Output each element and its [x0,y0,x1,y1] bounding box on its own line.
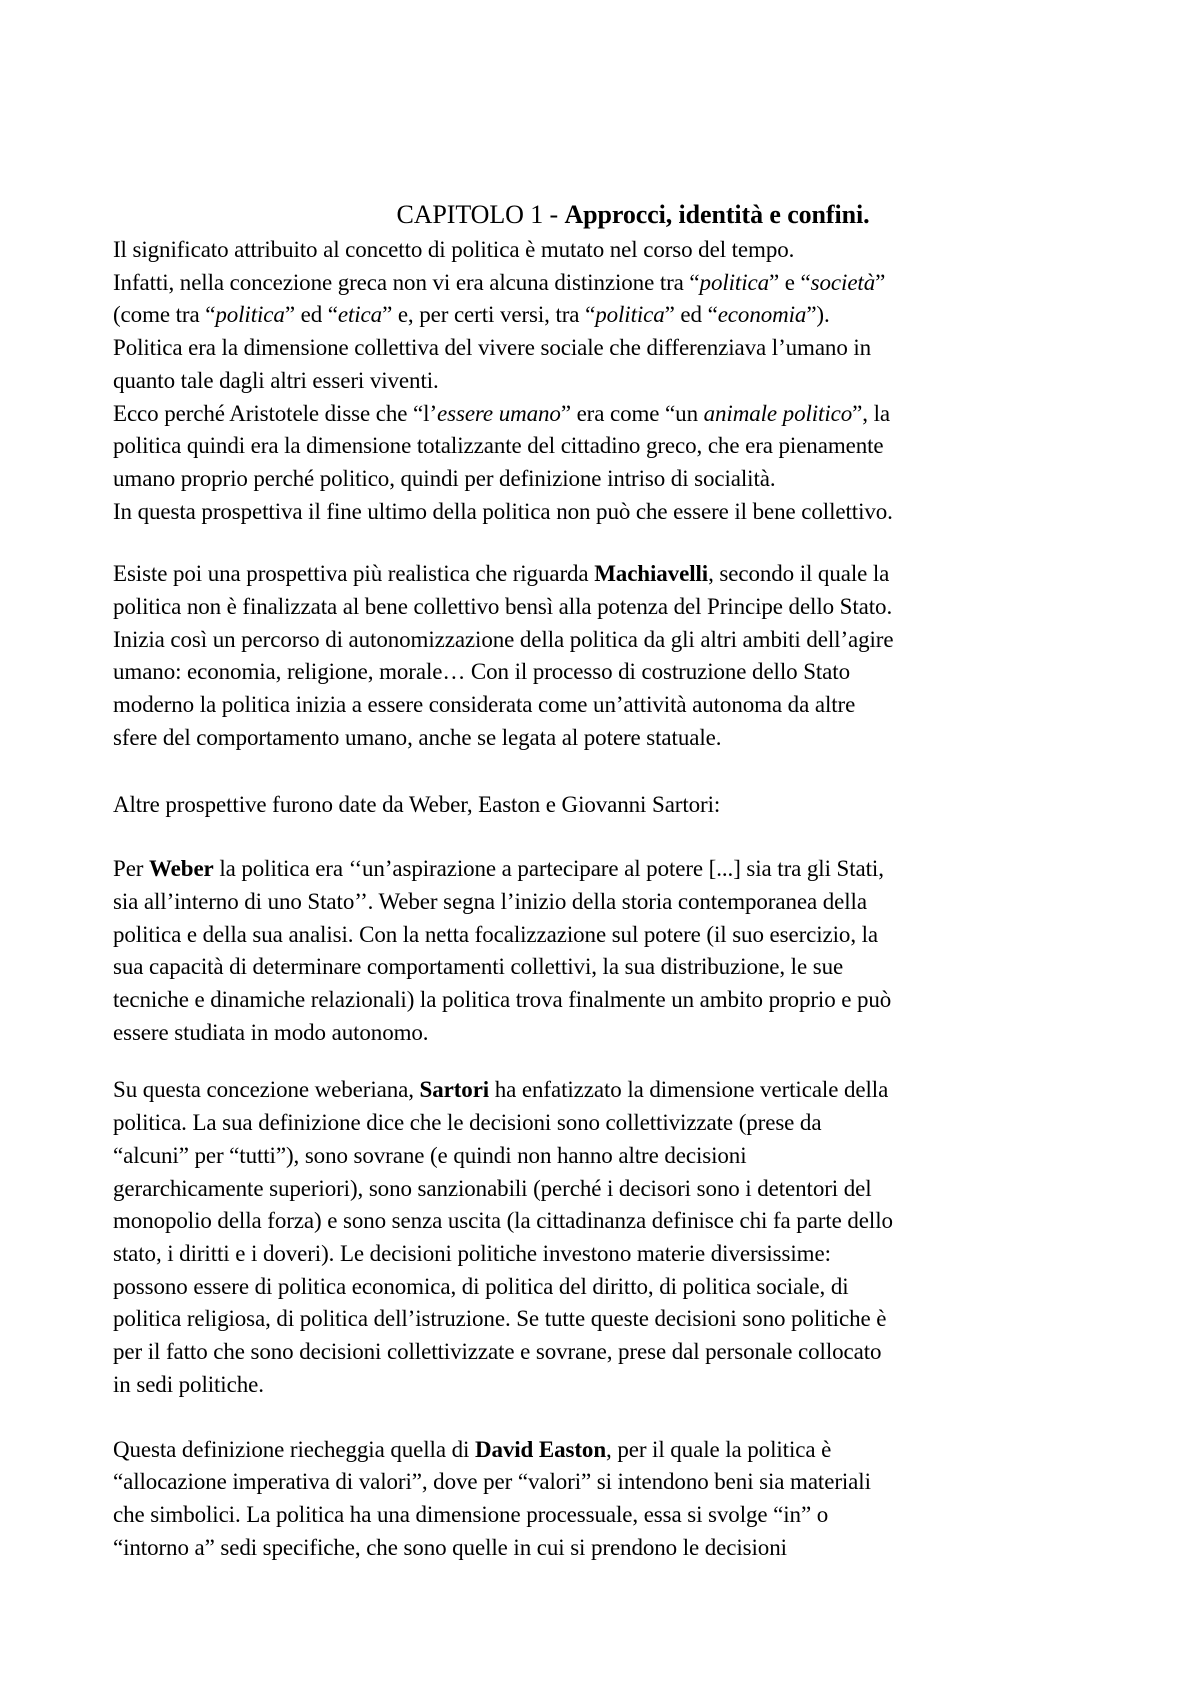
text-run: ” [875,269,886,295]
document-body [113,198,1113,1564]
paragraph-other-perspectives [113,789,1113,822]
text-line [113,398,1113,431]
text-line: che simbolici. La politica ha una dimensione processuale, essa si svolge “in” o [113,1501,829,1527]
text-line: moderno la politica inizia a essere considerata come un’attività autonoma da altre [113,692,856,718]
text-run: Ecco perché Aristotele disse che “l’ [113,400,438,426]
paragraph-spacer [113,755,1113,789]
text-run: Esiste poi una prospettiva più realistica che riguarda [113,561,595,587]
text-run: (come tra “ [113,302,216,328]
text-line [113,299,1113,332]
paragraph-machiavelli [113,558,1113,754]
chapter-title-prefix: CAPITOLO 1 - [396,200,565,229]
italic-term: animale politico [703,400,853,426]
text-run: ” ed “ [284,302,338,328]
text-run: Per [113,856,150,882]
text-run: ” ed “ [664,302,718,328]
text-run: , per il quale la politica è [606,1436,832,1462]
bold-name: Sartori [419,1077,490,1103]
chapter-title [113,198,1113,232]
text-line [113,558,1113,591]
text-line: gerarchicamente superiori), sono sanzionabili (perché i decisori sono i detentori del [113,1175,872,1201]
text-run: Questa definizione riecheggia quella di [113,1436,475,1462]
bold-name: Machiavelli [594,561,709,587]
text-line: tecniche e dinamiche relazionali) la politica trova finalmente un ambito proprio e può [113,987,892,1013]
paragraph-spacer [113,1402,1113,1434]
paragraph-spacer [113,821,1113,853]
text-run: Su questa concezione weberiana, [113,1077,420,1103]
text-line: “intorno a” sedi specifiche, che sono quelle in cui si prendono le decisioni [113,1534,787,1560]
italic-term: etica [337,302,383,328]
text-line: possono essere di politica economica, di politica del diritto, di politica sociale, di [113,1273,849,1299]
text-run: ha enfatizzato la dimensione verticale della [489,1077,889,1103]
text-line [113,267,1113,300]
text-line [113,853,1113,886]
text-run: ”). [806,302,830,328]
text-line: Politica era la dimensione collettiva del vivere sociale che differenziava l’umano in [113,335,872,361]
text-line: quanto tale dagli altri esseri viventi. [113,367,439,393]
text-line: “allocazione imperativa di valori”, dove per “valori” si intendono beni sia materiali [113,1469,871,1495]
text-line [113,1434,1113,1467]
paragraph-spacer [113,1049,1113,1074]
text-run: Infatti, nella concezione greca non vi era alcuna distinzione tra “ [113,269,700,295]
text-run: ” era come “un [560,400,704,426]
italic-term: politica [699,269,770,295]
text-line: monopolio della forza) e sono senza uscita (la cittadinanza definisce chi fa parte dello [113,1208,893,1234]
text-run: ”, la [852,400,890,426]
text-line: politica e della sua analisi. Con la netta focalizzazione sul potere (il suo esercizio, la [113,921,879,947]
text-line: umano proprio perché politico, quindi per definizione intriso di socialità. [113,465,776,491]
italic-term: politica [215,302,285,328]
text-line: essere studiata in modo autonomo. [113,1019,429,1045]
paragraph-easton [113,1434,1113,1565]
italic-term: società [810,269,876,295]
text-line: umano: economia, religione, morale… Con il processo di costruzione dello Stato [113,659,850,685]
text-line [113,1074,1113,1107]
chapter-title-bold: Approcci, identità e confini. [564,200,870,229]
text-line: stato, i diritti e i doveri). Le decisioni politiche investono materie diversissime: [113,1240,831,1266]
italic-term: economia [717,302,807,328]
paragraph-greek-conception [113,234,1113,528]
text-line: politica. La sua definizione dice che le decisioni sono collettivizzate (prese da [113,1110,822,1136]
text-line: Il significato attribuito al concetto di politica è mutato nel corso del tempo. [113,237,795,262]
text-line: per il fatto che sono decisioni collettivizzate e sovrane, prese dal personale collocato [113,1339,882,1365]
paragraph-weber [113,853,1113,1049]
bold-name: Weber [149,856,214,882]
text-line: politica quindi era la dimensione totalizzante del cittadino greco, che era pienamente [113,433,884,459]
text-line: “alcuni” per “tutti”), sono sovrane (e quindi non hanno altre decisioni [113,1142,747,1168]
text-run: ” e, per certi versi, tra “ [382,302,596,328]
text-run: ” e “ [769,269,811,295]
text-line: Altre prospettive furono date da Weber, Easton e Giovanni Sartori: [113,791,721,817]
paragraph-sartori [113,1074,1113,1401]
italic-term: essere umano [437,400,561,426]
text-run: , secondo il quale la [708,561,890,587]
paragraph-spacer [113,528,1113,558]
text-line: in sedi politiche. [113,1371,264,1397]
bold-name: David Easton [474,1436,607,1462]
text-line: Inizia così un percorso di autonomizzazione della politica da gli altri ambiti dell’agire [113,626,894,652]
text-line: sfere del comportamento umano, anche se legata al potere statuale. [113,724,722,750]
text-line: politica religiosa, di politica dell’istruzione. Se tutte queste decisioni sono politiche è [113,1306,887,1332]
text-line: In questa prospettiva il fine ultimo della politica non può che essere il bene collettivo. [113,498,893,524]
text-line: sua capacità di determinare comportamenti collettivi, la sua distribuzione, le sue [113,954,844,980]
italic-term: politica [595,302,665,328]
text-run: la politica era ‘‘un’aspirazione a partecipare al potere [...] sia tra gli Stati, [213,856,884,882]
text-line: sia all’interno di uno Stato’’. Weber segna l’inizio della storia contemporanea della [113,888,867,914]
text-line: politica non è finalizzata al bene collettivo bensì alla potenza del Principe dello Stato. [113,594,893,620]
